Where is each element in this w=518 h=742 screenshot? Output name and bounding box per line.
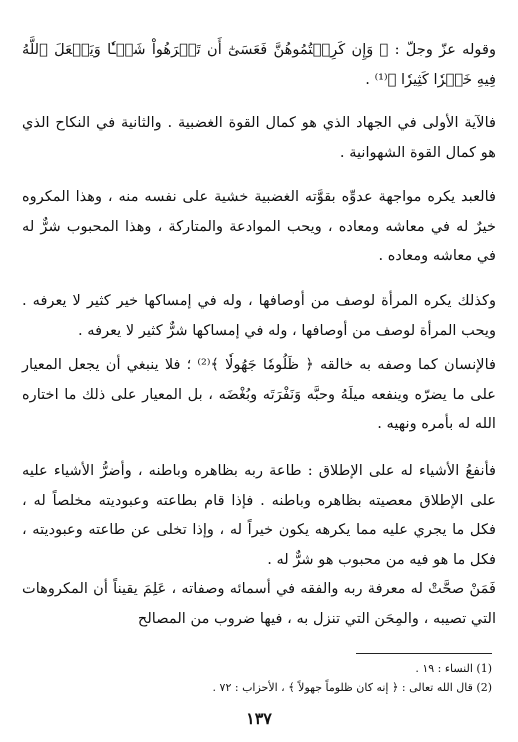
paragraph-quran-verse: وقوله عزّ وجلّ : ﴿ وَإِن كَرِهۡتُمُوهُنَّ فَعَسَىٰٓ أَن تَكۡرَهُواْ شَيۡـٔٗا وَيَجۡعَلَ ٱللَّهُ فِيهِ خَيۡرٗا كَثِيرٗا ﴾⁽¹⁾ . [22, 41, 496, 88]
paragraph-servant-jihad: فالعبد يكره مواجهة عدوِّه بقوَّته الغضبية خشية على نفسه منه ، وهذا المكروه خيرٌ له في معاشه ومعاده ، ويحب الموادعة والمتاركة ، وهذا المحبوب شرٌّ له في معاشه ومعاده . [22, 188, 496, 264]
paragraph-woman: وكذلك يكره المرأة لوصف من أوصافها ، وله في إمساكها خير كثير لا يعرفه . ويحب المرأة لوصف من أوصافها ، وله في إمساكها شرٌّ كثير لا يعرفه . [22, 292, 496, 339]
paragraph-two-verses: فالآية الأولى في الجهاد الذي هو كمال القوة الغضبية . والثانية في النكاح الذي هو كمال القوة الشهوانية . [22, 114, 496, 161]
paragraph-human-nature: فالإنسان كما وصفه به خالقه ﴿ ظَلُومٗا جَهُولٗا ﴾⁽²⁾ ؛ فلا ينبغي أن يجعل المعيار على ما يضرّه وينفعه ميلَهُ وحبَّه وَنَفْرَتَه وبُغْضَه ، بل المعيار على ذلك ما اختاره الله له بأمره ونهيه . [22, 356, 496, 432]
footnote-2: (2) قال الله تعالى : ﴿ إنه كان ظلوماً جهولاً ﴾ ، الأحزاب : ٧٢ . [212, 681, 492, 694]
paragraph-obedience: فأنفعُ الأشياء له على الإطلاق : طاعة ربه بظاهره وباطنه ، وأضرُّ الأشياء عليه على الإطلاق معصيته بظاهره وباطنه . فإذا قام بطاعته وعبوديته مخلصاً له ، فكل ما يجري عليه مما يكرهه يكون خيراً له ، وإذا تخلى عن طاعته وعبوديته ، فكل ما هو فيه من محبوب هو شرٌّ له . [22, 462, 496, 568]
paragraph-knowledge: فَمَنْ صحَّتْ له معرفة ربه والفقه في أسمائه وصفاته ، عَلِمَ يقيناً أن المكروهات التي تصيبه ، والمِحَن التي تنزل به ، فيها ضروب من المصالح [22, 580, 496, 627]
footnote-1: (1) النساء : ١٩ . [415, 662, 492, 675]
footnote-divider [356, 653, 492, 654]
page-number: ١٣٧ [246, 709, 272, 728]
